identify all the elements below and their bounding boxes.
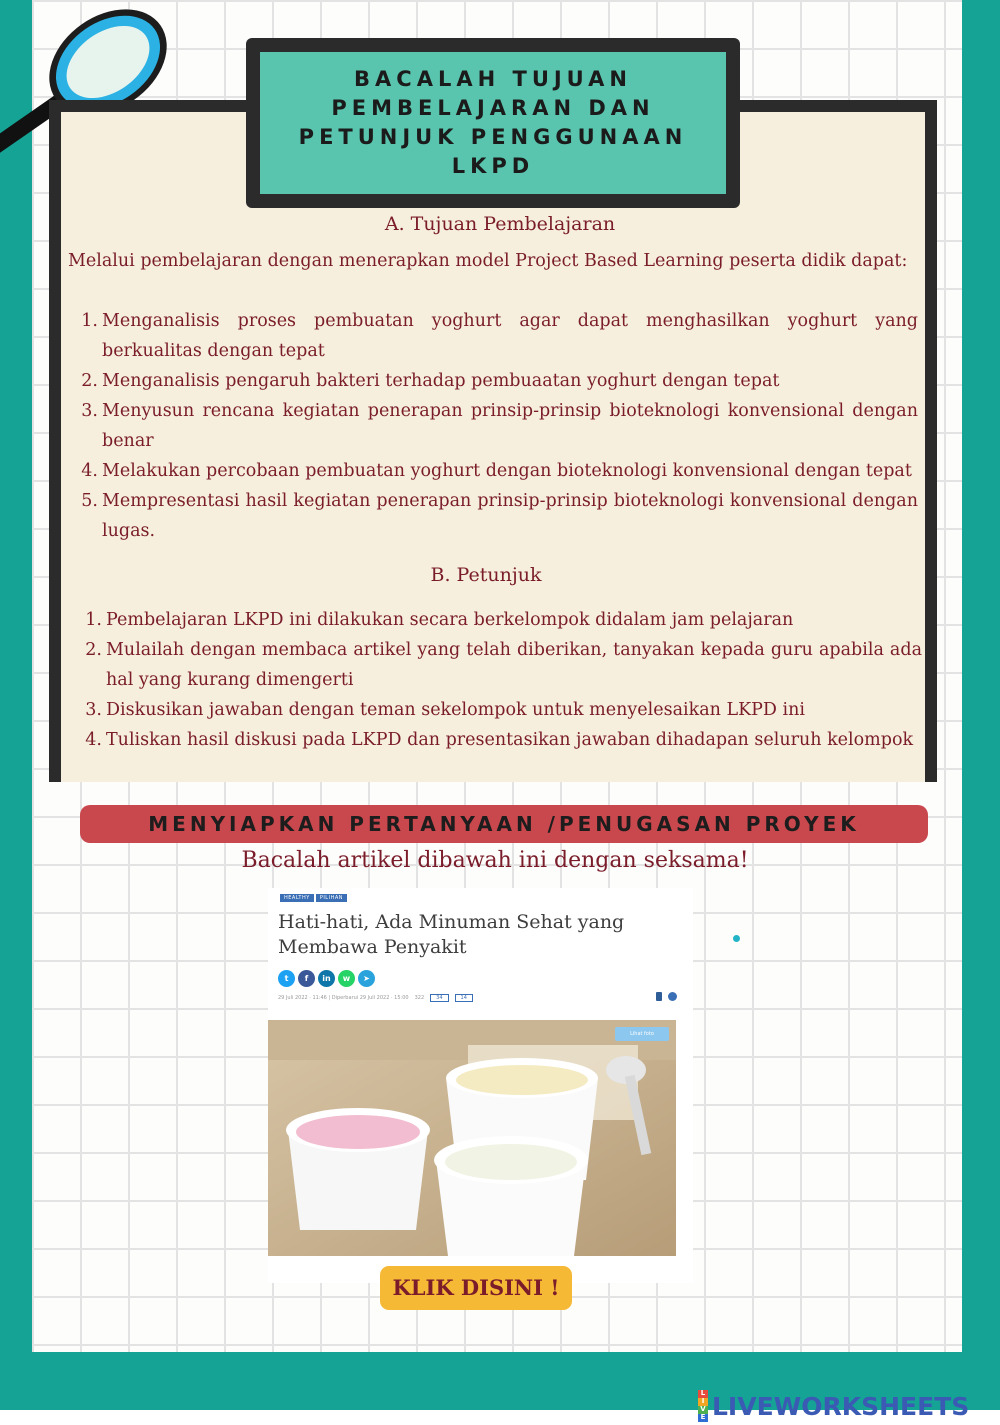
decorative-dot [733, 935, 740, 942]
article-date: 29 Juli 2022 · 11:46 | Diperbarui 29 Juli 2022 · 15:00 [278, 995, 409, 1001]
list-item: 3. Menyusun rencana kegiatan penerapan prinsip-prinsip bioteknologi konvensional dengan benar [81, 401, 918, 451]
project-task-banner: MENYIAPKAN PERTANYAAN /PENUGASAN PROYEK [80, 805, 928, 843]
facebook-icon: f [298, 970, 315, 987]
section-a-heading: A. Tujuan Pembelajaran [384, 213, 616, 235]
comments-count: 34 [430, 994, 448, 1002]
article-preview[interactable] [268, 888, 693, 1283]
whatsapp-icon: w [338, 970, 355, 987]
list-item: 2. Menganalisis pengaruh bakteri terhadap pembuaatan yoghurt dengan tepat [81, 371, 780, 391]
logo-text: LIVEWORKSHEETS [712, 1391, 970, 1421]
learning-objectives-list [68, 306, 918, 546]
article-actions [656, 992, 677, 1001]
view-photo-button[interactable]: Lihat foto [615, 1027, 669, 1041]
article-meta [278, 994, 473, 1002]
tag-pilihan: PILIHAN [316, 894, 347, 902]
yoghurt-photo [268, 1020, 676, 1256]
list-item: 4. Melakukan percobaan pembuatan yoghurt dengan bioteknologi konvensional dengan tepat [81, 461, 912, 481]
telegram-icon: ➤ [358, 970, 375, 987]
list-item: 3. Diskusikan jawaban dengan teman sekelompok untuk menyelesaikan LKPD ini [85, 700, 805, 720]
title-box [246, 38, 740, 208]
list-item: 2. Mulailah dengan membaca artikel yang telah diberikan, tanyakan kepada guru apabila ada hal yang kurang dimengerti [85, 640, 922, 690]
info-icon [668, 992, 677, 1001]
article-title: Hati-hati, Ada Minuman Sehat yang Membawa Penyakit [278, 911, 625, 958]
section-b-heading: B. Petunjuk [430, 564, 542, 586]
list-item: 1. Menganalisis proses pembuatan yoghurt agar dapat menghasilkan yoghurt yang berkualitas dengan tepat [81, 311, 918, 361]
page-title: BACALAH TUJUAN PEMBELAJARAN DAN PETUNJUK PENGGUNAAN LKPD [260, 52, 726, 194]
article-instruction: Bacalah artikel dibawah ini dengan seksama! [241, 848, 749, 873]
list-item: 1. Pembelajaran LKPD ini dilakukan secara berkelompok didalam jam pelajaran [85, 610, 794, 630]
share-icons [278, 970, 375, 987]
list-item: 4. Tuliskan hasil diskusi pada LKPD dan presentasikan jawaban dihadapan seluruh kelompok [85, 730, 914, 750]
section-a-intro: Melalui pembelajaran dengan menerapkan model Project Based Learning peserta didik dapat: [68, 251, 908, 271]
bookmark-icon [656, 992, 662, 1001]
article-tags [280, 894, 347, 902]
linkedin-icon: in [318, 970, 335, 987]
instructions-list [72, 605, 922, 755]
likes-count: 14 [455, 994, 473, 1002]
click-here-button[interactable]: KLIK DISINI ! [380, 1266, 572, 1310]
twitter-icon: t [278, 970, 295, 987]
list-item: 5. Mempresentasi hasil kegiatan penerapan prinsip-prinsip bioteknologi konvensional dengan lugas. [81, 491, 918, 541]
liveworksheets-logo[interactable] [698, 1390, 969, 1422]
tag-healthy: HEALTHY [280, 894, 314, 902]
views-count: 322 [414, 995, 425, 1001]
logo-mark-icon: L I V E [698, 1390, 708, 1422]
